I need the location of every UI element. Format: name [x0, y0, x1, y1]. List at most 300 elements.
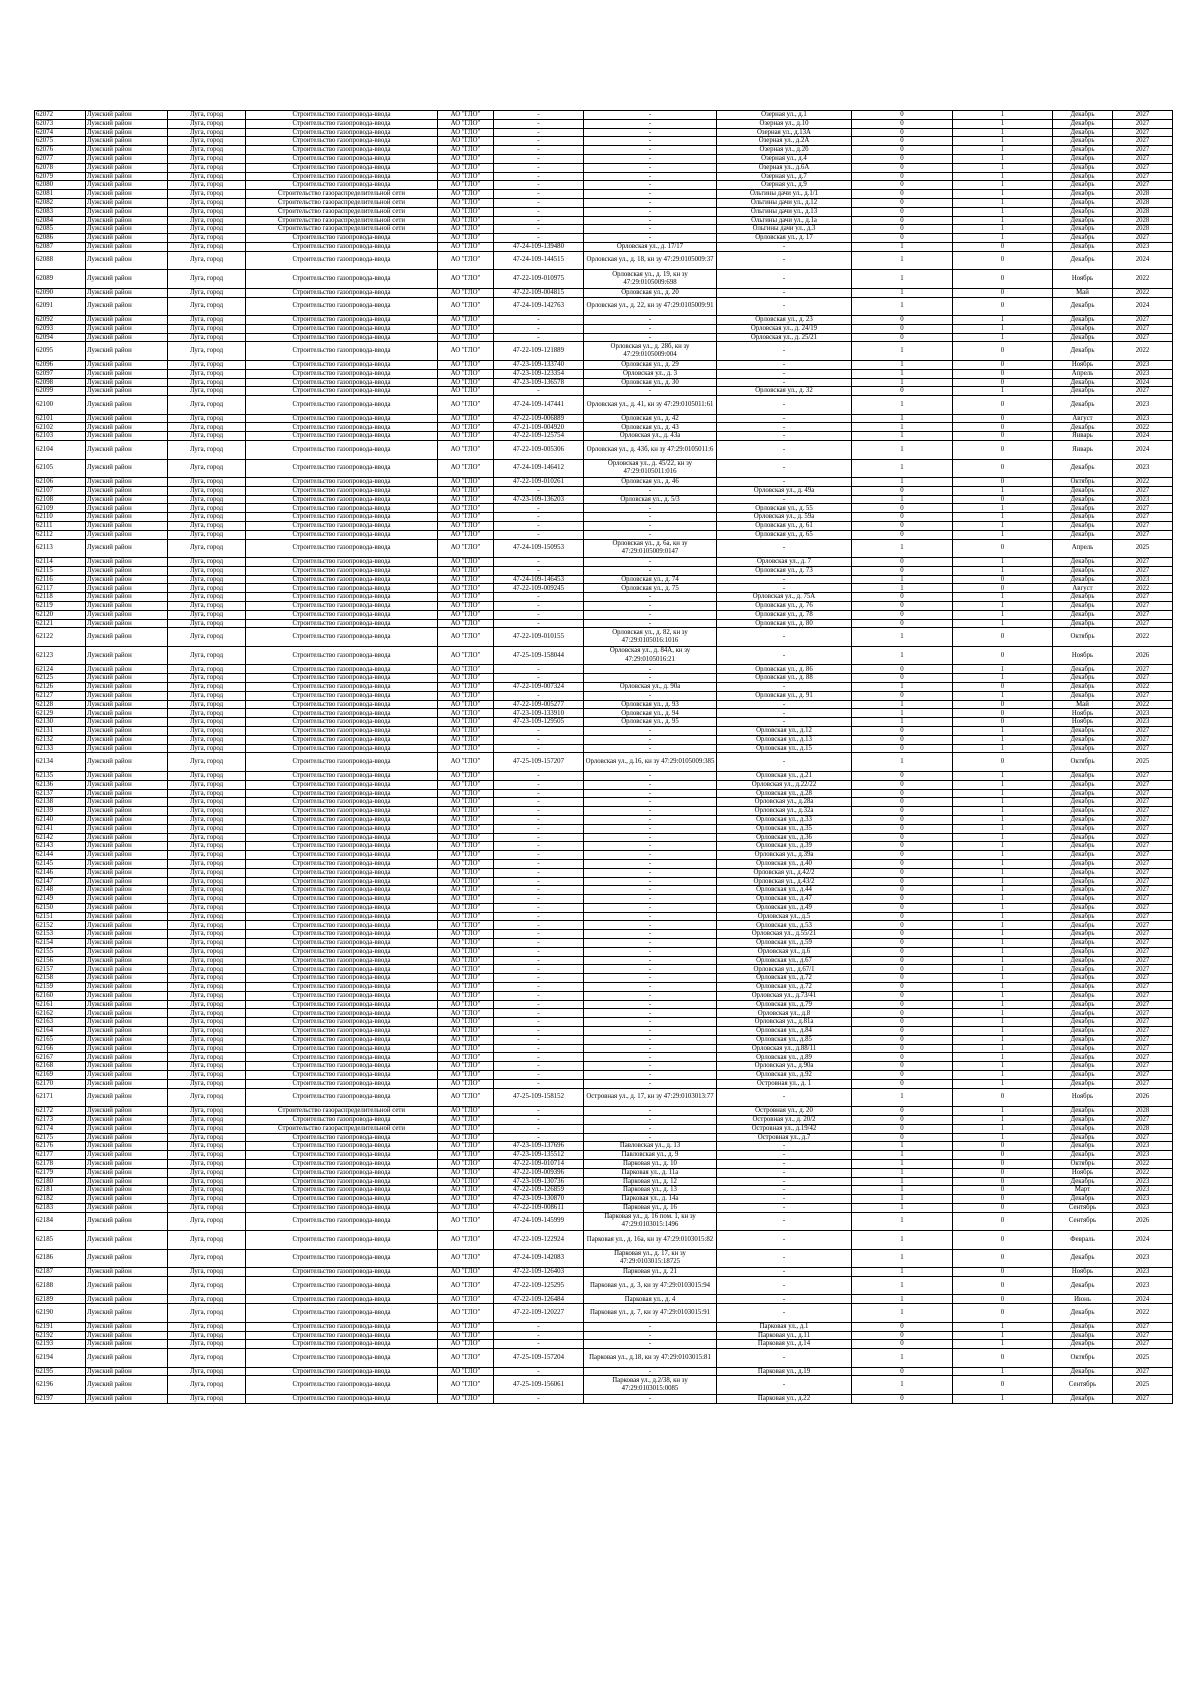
count-applied-cell: 0 — [852, 154, 953, 163]
row-number-cell: 62128 — [35, 700, 86, 709]
applicant-address-cell: Павловская ул., д. 9 — [584, 1151, 717, 1160]
work-type-cell: Строительство газопровода-ввода — [246, 1053, 438, 1062]
count-planned-cell: 0 — [953, 539, 1053, 558]
applicant-address-cell: - — [584, 1053, 717, 1062]
month-cell: Декабрь — [1053, 513, 1113, 522]
table-row — [35, 939, 1173, 948]
count-planned-cell: 1 — [953, 225, 1053, 234]
row-number-cell: 62155 — [35, 947, 86, 956]
settlement-cell: Луга, город — [168, 504, 246, 513]
work-type-cell: Строительство газопровода-ввода — [246, 1159, 438, 1168]
year-cell: 2027 — [1113, 903, 1173, 912]
table-row — [35, 789, 1173, 798]
organization-cell: АО "ГЛО" — [438, 172, 494, 181]
table-row — [35, 947, 1173, 956]
application-number-cell: 47-22-109-125754 — [494, 432, 584, 441]
month-cell: Декабрь — [1053, 939, 1113, 948]
organization-cell: АО "ГЛО" — [438, 146, 494, 155]
organization-cell: АО "ГЛО" — [438, 851, 494, 860]
month-cell: Декабрь — [1053, 504, 1113, 513]
work-type-cell: Строительство газопровода-ввода — [246, 947, 438, 956]
applicant-address-cell: Орловская ул., д. 30 — [584, 378, 717, 387]
applicant-address-cell: - — [584, 939, 717, 948]
month-cell: Декабрь — [1053, 1133, 1113, 1142]
count-applied-cell: 1 — [852, 1168, 953, 1177]
district-cell: Лужский район — [86, 646, 168, 665]
district-cell: Лужский район — [86, 172, 168, 181]
district-cell: Лужский район — [86, 1195, 168, 1204]
application-number-cell: - — [494, 566, 584, 575]
applicant-address-cell: Парковая ул., д. 11а — [584, 1168, 717, 1177]
planned-address-cell: Орловская ул., д.79 — [717, 1000, 852, 1009]
year-cell: 2027 — [1113, 602, 1173, 611]
application-number-cell: 47-24-109-144515 — [494, 251, 584, 270]
settlement-cell: Луга, город — [168, 1203, 246, 1212]
table-row — [35, 324, 1173, 333]
count-planned-cell: 0 — [953, 1177, 1053, 1186]
planned-address-cell: Озерная ул., д.2б — [717, 146, 852, 155]
work-type-cell: Строительство газопровода-ввода — [246, 1203, 438, 1212]
planned-address-cell: Ольгины дачи ул., д.13 — [717, 207, 852, 216]
application-number-cell: 47-22-109-010975 — [494, 270, 584, 289]
applicant-address-cell: Орловская ул., д. 94 — [584, 709, 717, 718]
applicant-address-cell: - — [584, 172, 717, 181]
year-cell: 2023 — [1113, 718, 1173, 727]
work-type-cell: Строительство газопровода-ввода — [246, 513, 438, 522]
count-planned-cell: 0 — [953, 1304, 1053, 1323]
count-planned-cell: 1 — [953, 859, 1053, 868]
application-number-cell: - — [494, 974, 584, 983]
planned-address-cell: Орловская ул., д. 61 — [717, 522, 852, 531]
planned-address-cell: Орловская ул., д.49 — [717, 903, 852, 912]
table-row — [35, 1000, 1173, 1009]
organization-cell: АО "ГЛО" — [438, 234, 494, 243]
organization-cell: АО "ГЛО" — [438, 1088, 494, 1107]
count-planned-cell: 0 — [953, 1195, 1053, 1204]
count-applied-cell: 1 — [852, 297, 953, 316]
planned-address-cell: Орловская ул., д. 73 — [717, 566, 852, 575]
application-number-cell: 47-21-109-004920 — [494, 423, 584, 432]
applicant-address-cell: Парковая ул., д. 17, кн зу 47:29:0103015:18725 — [584, 1249, 717, 1268]
table-row — [35, 297, 1173, 316]
application-number-cell: 47-22-109-005306 — [494, 441, 584, 460]
work-type-cell: Строительство газопровода-ввода — [246, 378, 438, 387]
applicant-address-cell: - — [584, 947, 717, 956]
settlement-cell: Луга, город — [168, 602, 246, 611]
applicant-address-cell: Орловская ул., д.16, кн зу 47:29:0105009:385 — [584, 753, 717, 772]
row-number-cell: 62125 — [35, 674, 86, 683]
organization-cell: АО "ГЛО" — [438, 513, 494, 522]
district-cell: Лужский район — [86, 584, 168, 593]
organization-cell: АО "ГЛО" — [438, 895, 494, 904]
planned-address-cell: Орловская ул., д. 86 — [717, 665, 852, 674]
table-row — [35, 1088, 1173, 1107]
planned-address-cell: - — [717, 441, 852, 460]
count-applied-cell: 0 — [852, 513, 953, 522]
year-cell: 2027 — [1113, 833, 1173, 842]
district-cell: Лужский район — [86, 504, 168, 513]
table-row — [35, 868, 1173, 877]
planned-address-cell: Озерная ул., д.4 — [717, 154, 852, 163]
work-type-cell: Строительство газопровода-ввода — [246, 1035, 438, 1044]
district-cell: Лужский район — [86, 1053, 168, 1062]
district-cell: Лужский район — [86, 1142, 168, 1151]
planned-address-cell: Орловская ул., д. 7 — [717, 558, 852, 567]
table-row — [35, 1376, 1173, 1395]
month-cell: Февраль — [1053, 1231, 1113, 1250]
work-type-cell: Строительство газопровода-ввода — [246, 342, 438, 361]
table-row — [35, 1186, 1173, 1195]
table-row — [35, 807, 1173, 816]
row-number-cell: 62160 — [35, 991, 86, 1000]
month-cell: Декабрь — [1053, 947, 1113, 956]
organization-cell: АО "ГЛО" — [438, 216, 494, 225]
work-type-cell: Строительство газопровода-ввода — [246, 1000, 438, 1009]
district-cell: Лужский район — [86, 674, 168, 683]
count-applied-cell: 0 — [852, 1340, 953, 1349]
settlement-cell: Луга, город — [168, 646, 246, 665]
district-cell: Лужский район — [86, 753, 168, 772]
district-cell: Лужский район — [86, 983, 168, 992]
year-cell: 2025 — [1113, 753, 1173, 772]
work-type-cell: Строительство газопровода-ввода — [246, 1071, 438, 1080]
table-row — [35, 558, 1173, 567]
table-row — [35, 1231, 1173, 1250]
planned-address-cell: Орловская ул., д.28 — [717, 789, 852, 798]
settlement-cell: Луга, город — [168, 930, 246, 939]
month-cell: Декабрь — [1053, 807, 1113, 816]
count-applied-cell: 0 — [852, 815, 953, 824]
count-planned-cell: 0 — [953, 1151, 1053, 1160]
month-cell: Декабрь — [1053, 190, 1113, 199]
district-cell: Лужский район — [86, 815, 168, 824]
settlement-cell: Луга, город — [168, 360, 246, 369]
row-number-cell: 62075 — [35, 137, 86, 146]
count-applied-cell: 0 — [852, 1367, 953, 1376]
table-row — [35, 111, 1173, 120]
table-row — [35, 1212, 1173, 1231]
planned-address-cell: - — [717, 718, 852, 727]
planned-address-cell: Орловская ул., д.67 — [717, 956, 852, 965]
count-applied-cell: 0 — [852, 842, 953, 851]
count-applied-cell: 0 — [852, 851, 953, 860]
settlement-cell: Луга, город — [168, 683, 246, 692]
settlement-cell: Луга, город — [168, 1331, 246, 1340]
application-number-cell: 47-22-109-126484 — [494, 1295, 584, 1304]
count-applied-cell: 1 — [852, 539, 953, 558]
district-cell: Лужский район — [86, 700, 168, 709]
work-type-cell: Строительство газопровода-ввода — [246, 1376, 438, 1395]
organization-cell: АО "ГЛО" — [438, 316, 494, 325]
year-cell: 2027 — [1113, 316, 1173, 325]
row-number-cell: 62108 — [35, 495, 86, 504]
count-planned-cell: 0 — [953, 1268, 1053, 1277]
district-cell: Лужский район — [86, 798, 168, 807]
applicant-address-cell: Орловская ул., д. 22, кн зу 47:29:0105009:91 — [584, 297, 717, 316]
work-type-cell: Строительство газопровода-ввода — [246, 1367, 438, 1376]
row-number-cell: 62079 — [35, 172, 86, 181]
row-number-cell: 62119 — [35, 602, 86, 611]
district-cell: Лужский район — [86, 886, 168, 895]
application-number-cell: - — [494, 991, 584, 1000]
table-row — [35, 1115, 1173, 1124]
count-planned-cell: 1 — [953, 181, 1053, 190]
application-number-cell: 47-24-109-142763 — [494, 297, 584, 316]
application-number-cell: 47-22-109-009245 — [494, 584, 584, 593]
year-cell: 2027 — [1113, 965, 1173, 974]
planned-address-cell: - — [717, 423, 852, 432]
count-planned-cell: 1 — [953, 824, 1053, 833]
organization-cell: АО "ГЛО" — [438, 558, 494, 567]
year-cell: 2027 — [1113, 163, 1173, 172]
planned-address-cell: - — [717, 360, 852, 369]
month-cell: Декабрь — [1053, 930, 1113, 939]
district-cell: Лужский район — [86, 1203, 168, 1212]
applicant-address-cell: Орловская ул., д. 74 — [584, 575, 717, 584]
organization-cell: АО "ГЛО" — [438, 1367, 494, 1376]
count-planned-cell: 0 — [953, 1276, 1053, 1295]
district-cell: Лужский район — [86, 939, 168, 948]
applicant-address-cell: - — [584, 727, 717, 736]
district-cell: Лужский район — [86, 851, 168, 860]
application-number-cell: - — [494, 1340, 584, 1349]
count-planned-cell: 1 — [953, 974, 1053, 983]
year-cell: 2027 — [1113, 324, 1173, 333]
count-applied-cell: 1 — [852, 718, 953, 727]
settlement-cell: Луга, город — [168, 566, 246, 575]
work-type-cell: Строительство газопровода-ввода — [246, 1186, 438, 1195]
count-applied-cell: 0 — [852, 387, 953, 396]
application-number-cell: - — [494, 895, 584, 904]
table-row — [35, 593, 1173, 602]
planned-address-cell: Озерная ул., д.9 — [717, 181, 852, 190]
organization-cell: АО "ГЛО" — [438, 1168, 494, 1177]
organization-cell: АО "ГЛО" — [438, 965, 494, 974]
count-planned-cell: 1 — [953, 727, 1053, 736]
application-number-cell: - — [494, 903, 584, 912]
table-row — [35, 207, 1173, 216]
month-cell: Декабрь — [1053, 324, 1113, 333]
application-number-cell: - — [494, 727, 584, 736]
planned-address-cell: Орловская ул., д.28а — [717, 798, 852, 807]
application-number-cell: 47-22-109-010714 — [494, 1159, 584, 1168]
count-planned-cell: 1 — [953, 807, 1053, 816]
count-applied-cell: 0 — [852, 833, 953, 842]
work-type-cell: Строительство газопровода-ввода — [246, 744, 438, 753]
planned-address-cell: - — [717, 288, 852, 297]
year-cell: 2027 — [1113, 780, 1173, 789]
table-row — [35, 798, 1173, 807]
district-cell: Лужский район — [86, 1115, 168, 1124]
month-cell: Декабрь — [1053, 242, 1113, 251]
table-row — [35, 744, 1173, 753]
table-row — [35, 396, 1173, 415]
planned-address-cell: Орловская ул., д. 49а — [717, 486, 852, 495]
year-cell: 2023 — [1113, 1276, 1173, 1295]
organization-cell: АО "ГЛО" — [438, 1115, 494, 1124]
district-cell: Лужский район — [86, 1009, 168, 1018]
year-cell: 2027 — [1113, 886, 1173, 895]
organization-cell: АО "ГЛО" — [438, 815, 494, 824]
settlement-cell: Луга, город — [168, 851, 246, 860]
applicant-address-cell: - — [584, 833, 717, 842]
organization-cell: АО "ГЛО" — [438, 1079, 494, 1088]
table-row — [35, 360, 1173, 369]
application-number-cell: - — [494, 1009, 584, 1018]
application-number-cell: - — [494, 1018, 584, 1027]
year-cell: 2027 — [1113, 137, 1173, 146]
month-cell: Декабрь — [1053, 983, 1113, 992]
district-cell: Лужский район — [86, 1107, 168, 1116]
month-cell: Декабрь — [1053, 558, 1113, 567]
applicant-address-cell: - — [584, 181, 717, 190]
planned-address-cell: Орловская ул., д.84 — [717, 1027, 852, 1036]
row-number-cell: 62105 — [35, 459, 86, 478]
year-cell: 2027 — [1113, 735, 1173, 744]
planned-address-cell: Озерная ул., д.1 — [717, 111, 852, 120]
year-cell: 2022 — [1113, 423, 1173, 432]
district-cell: Лужский район — [86, 1018, 168, 1027]
application-number-cell: - — [494, 930, 584, 939]
organization-cell: АО "ГЛО" — [438, 342, 494, 361]
month-cell: Ноябрь — [1053, 1088, 1113, 1107]
month-cell: Декабрь — [1053, 566, 1113, 575]
table-row — [35, 1168, 1173, 1177]
count-planned-cell: 1 — [953, 234, 1053, 243]
month-cell: Декабрь — [1053, 1115, 1113, 1124]
planned-address-cell: - — [717, 646, 852, 665]
row-number-cell: 62095 — [35, 342, 86, 361]
settlement-cell: Луга, город — [168, 575, 246, 584]
applicant-address-cell: - — [584, 486, 717, 495]
row-number-cell: 62146 — [35, 868, 86, 877]
row-number-cell: 62149 — [35, 895, 86, 904]
table-row — [35, 369, 1173, 378]
application-number-cell: - — [494, 780, 584, 789]
district-cell: Лужский район — [86, 1212, 168, 1231]
district-cell: Лужский район — [86, 665, 168, 674]
month-cell: Декабрь — [1053, 1000, 1113, 1009]
application-number-cell: - — [494, 558, 584, 567]
month-cell: Октябрь — [1053, 478, 1113, 487]
application-number-cell: - — [494, 744, 584, 753]
planned-address-cell: - — [717, 1304, 852, 1323]
year-cell: 2027 — [1113, 387, 1173, 396]
year-cell: 2027 — [1113, 486, 1173, 495]
work-type-cell: Строительство газопровода-ввода — [246, 288, 438, 297]
count-planned-cell: 1 — [953, 387, 1053, 396]
settlement-cell: Луга, город — [168, 181, 246, 190]
organization-cell: АО "ГЛО" — [438, 1268, 494, 1277]
district-cell: Лужский район — [86, 396, 168, 415]
settlement-cell: Луга, город — [168, 983, 246, 992]
work-type-cell: Строительство газопровода-ввода — [246, 921, 438, 930]
month-cell: Декабрь — [1053, 665, 1113, 674]
applicant-address-cell: Орловская ул., д. 17/17 — [584, 242, 717, 251]
applicant-address-cell: - — [584, 610, 717, 619]
count-applied-cell: 0 — [852, 744, 953, 753]
year-cell: 2027 — [1113, 842, 1173, 851]
year-cell: 2023 — [1113, 1268, 1173, 1277]
application-number-cell: 47-23-109-135512 — [494, 1151, 584, 1160]
month-cell: Декабрь — [1053, 423, 1113, 432]
organization-cell: АО "ГЛО" — [438, 1035, 494, 1044]
count-planned-cell: 1 — [953, 1115, 1053, 1124]
table-row — [35, 780, 1173, 789]
count-planned-cell: 0 — [953, 718, 1053, 727]
work-type-cell: Строительство газопровода-ввода — [246, 575, 438, 584]
row-number-cell: 62101 — [35, 414, 86, 423]
settlement-cell: Луга, город — [168, 833, 246, 842]
application-number-cell: 47-22-109-120227 — [494, 1304, 584, 1323]
row-number-cell: 62161 — [35, 1000, 86, 1009]
application-number-cell: - — [494, 877, 584, 886]
work-type-cell: Строительство газопровода-ввода — [246, 859, 438, 868]
application-number-cell: 47-23-109-137696 — [494, 1142, 584, 1151]
month-cell: Декабрь — [1053, 735, 1113, 744]
count-applied-cell: 0 — [852, 593, 953, 602]
district-cell: Лужский район — [86, 1124, 168, 1133]
district-cell: Лужский район — [86, 1322, 168, 1331]
count-applied-cell: 1 — [852, 628, 953, 647]
district-cell: Лужский район — [86, 1071, 168, 1080]
count-planned-cell: 1 — [953, 316, 1053, 325]
table-row — [35, 646, 1173, 665]
table-row — [35, 1195, 1173, 1204]
settlement-cell: Луга, город — [168, 939, 246, 948]
table-row — [35, 683, 1173, 692]
applicant-address-cell: - — [584, 744, 717, 753]
work-type-cell: Строительство газопровода-ввода — [246, 584, 438, 593]
count-applied-cell: 0 — [852, 1044, 953, 1053]
organization-cell: АО "ГЛО" — [438, 1376, 494, 1395]
application-number-cell: - — [494, 859, 584, 868]
count-planned-cell: 0 — [953, 360, 1053, 369]
organization-cell: АО "ГЛО" — [438, 991, 494, 1000]
count-planned-cell: 1 — [953, 1322, 1053, 1331]
planned-address-cell: Орловская ул., д.6 — [717, 947, 852, 956]
district-cell: Лужский район — [86, 566, 168, 575]
month-cell: Декабрь — [1053, 1394, 1113, 1403]
row-number-cell: 62185 — [35, 1231, 86, 1250]
month-cell: Декабрь — [1053, 851, 1113, 860]
row-number-cell: 62186 — [35, 1249, 86, 1268]
applicant-address-cell: Орловская ул., д. 45/22, кн зу 47:29:0105011:016 — [584, 459, 717, 478]
count-planned-cell: 0 — [953, 441, 1053, 460]
year-cell: 2027 — [1113, 333, 1173, 342]
planned-address-cell: Орловская ул., д.8 — [717, 1009, 852, 1018]
count-applied-cell: 0 — [852, 566, 953, 575]
month-cell: Декабрь — [1053, 991, 1113, 1000]
table-row — [35, 1304, 1173, 1323]
organization-cell: АО "ГЛО" — [438, 842, 494, 851]
table-row — [35, 691, 1173, 700]
row-number-cell: 62131 — [35, 727, 86, 736]
count-planned-cell: 1 — [953, 593, 1053, 602]
organization-cell: АО "ГЛО" — [438, 921, 494, 930]
month-cell: Декабрь — [1053, 602, 1113, 611]
month-cell: Декабрь — [1053, 163, 1113, 172]
organization-cell: АО "ГЛО" — [438, 700, 494, 709]
planned-address-cell: Ольгины дачи ул., д.3 — [717, 225, 852, 234]
applicant-address-cell: Парковая ул., д. 14а — [584, 1195, 717, 1204]
district-cell: Лужский район — [86, 903, 168, 912]
year-cell: 2027 — [1113, 1115, 1173, 1124]
work-type-cell: Строительство газопровода-ввода — [246, 912, 438, 921]
applicant-address-cell: - — [584, 842, 717, 851]
table-row — [35, 1035, 1173, 1044]
count-applied-cell: 0 — [852, 1035, 953, 1044]
